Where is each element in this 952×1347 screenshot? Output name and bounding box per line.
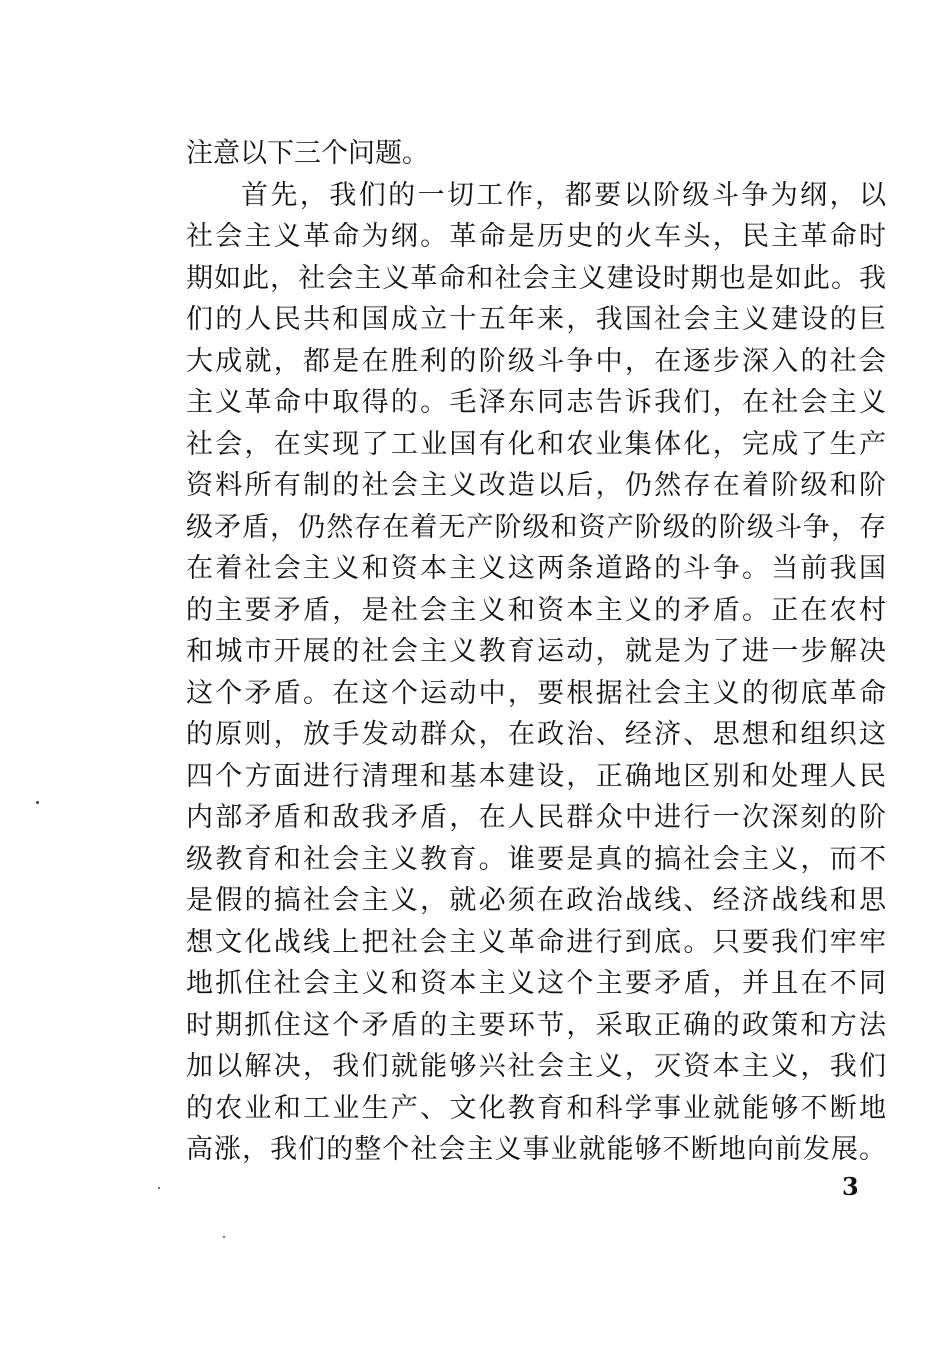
text-line-19: 是假的搞社会主义，就必须在政治战线、经济战线和思	[186, 885, 886, 916]
text-line-25: 高涨，我们的整个社会主义事业就能够不断地向前发展。	[186, 1134, 886, 1165]
text-line-1: 注意以下三个问题。	[186, 138, 429, 169]
body-text	[186, 133, 886, 1171]
scan-speck	[158, 1187, 160, 1189]
text-line-2: 首先，我们的一切工作，都要以阶级斗争为纲，以	[241, 179, 886, 211]
text-line-10: 级矛盾，仍然存在着无产阶级和资产阶级的阶级斗争，存	[186, 511, 886, 543]
scan-speck	[36, 801, 39, 804]
text-line-7: 主义革命中取得的。毛泽东同志告诉我们，在社会主义	[186, 387, 886, 418]
text-line-9: 资料所有制的社会主义改造以后，仍然存在着阶级和阶	[186, 470, 886, 501]
text-line-8: 社会，在实现了工业国有化和农业集体化，完成了生产	[186, 428, 886, 460]
text-line-12: 的主要矛盾，是社会主义和资本主义的矛盾。正在农村	[186, 594, 886, 626]
text-line-22: 时期抓住这个矛盾的主要环节，采取正确的政策和方法	[186, 1009, 886, 1041]
text-line-23: 加以解决，我们就能够兴社会主义，灭资本主义，我们	[186, 1051, 886, 1082]
text-line-3: 社会主义革命为纲。革命是历史的火车头，民主革命时	[186, 221, 886, 252]
text-line-4: 期如此，社会主义革命和社会主义建设时期也是如此。我	[186, 262, 886, 294]
text-line-20: 想文化战线上把社会主义革命进行到底。只要我们牢牢	[186, 926, 886, 958]
scan-speck	[223, 1236, 225, 1238]
text-line-11: 在着社会主义和资本主义这两条道路的斗争。当前我国	[186, 553, 886, 584]
text-line-14: 这个矛盾。在这个运动中，要根据社会主义的彻底革命	[186, 677, 886, 709]
text-line-6: 大成就，都是在胜利的阶级斗争中，在逐步深入的社会	[186, 345, 886, 377]
text-line-17: 内部矛盾和敌我矛盾，在人民群众中进行一次深刻的阶	[186, 802, 886, 833]
text-line-21: 地抓住社会主义和资本主义这个主要矛盾，并且在不同	[186, 968, 886, 999]
text-line-13: 和城市开展的社会主义教育运动，就是为了进一步解决	[186, 636, 886, 667]
text-line-15: 的原则，放手发动群众，在政治、经济、思想和组织这	[186, 719, 886, 750]
text-line-24: 的农业和工业生产、文化教育和科学事业就能够不断地	[186, 1092, 886, 1124]
text-line-18: 级教育和社会主义教育。谁要是真的搞社会主义，而不	[186, 843, 886, 875]
text-line-16: 四个方面进行清理和基本建设，正确地区别和处理人民	[186, 760, 886, 792]
page-number: 3	[842, 1172, 859, 1201]
text-line-5: 们的人民共和国成立十五年来，我国社会主义建设的巨	[186, 304, 886, 335]
